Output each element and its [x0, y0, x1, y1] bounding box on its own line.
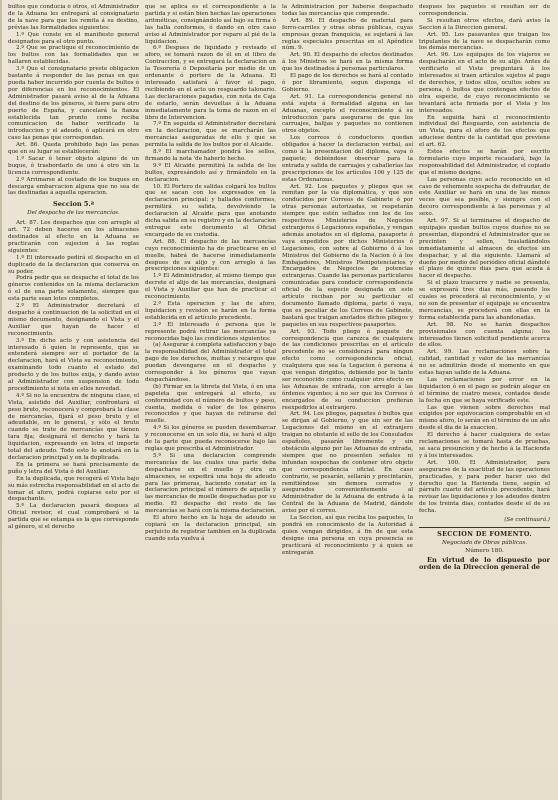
paragraph: Si resultan otros efectos, dará aviso la Seccion á la Direccion general. — [419, 17, 550, 31]
paragraph: 3.º El interesado ó persona que le represente podrá retirar las mercancías ya reconocidas bajo las condiciones siguientes: — [145, 321, 276, 342]
paragraph: Art. 94. Los pliegos, paquetes ó bultos que se dirijan al Gobierno, y que sin ser de las Legaciones del mismo en el extranjero traigan no obstante el sello de los Consulados españoles, pasarán libremente y sin obstáculo alguno por las Aduanas de entrada, siempre que no presenten señales ni infundan sospechas de contener otro objeto que correspondencia oficial. En caso contrario, se pesarán, sellarán y precintarán, remitiéndose sin demora cerrados y asegurados convenientemente al Administrador de la Aduana de entrada á la Central de la Aduana de Madrid, dándole aviso por el correo. — [282, 411, 413, 515]
paragraph: Art. 97. Si al terminarse el despacho de equipajes quedan bultos cuyos dueños no se presentan, dispondrá el Administrador que se precinten y sellen, trasladándolos inmediatamente al almacen de efectos sin despachar, y al dia siguiente. Llamará al dueño por medio del periódico oficial dándole el plazo de quince dias para que acuda á hacer el despacho. — [419, 218, 550, 280]
paragraph: Art. 95. Los pasavantes que traigan los tripulantes de la nave se despacharán como los demás mercancías. — [419, 31, 550, 52]
paragraph: despues los paquetes si resultan ser de correspondencia. — [419, 4, 550, 17]
column-2 — [145, 4, 276, 794]
fomento-title: SECCION DE FOMENTO. — [437, 529, 532, 538]
paragraph: Art. 99. Las reclamaciones sobre la calidad, cantidad y valor de las mercancías no se admitirán desde el momento en que estas hayan salido de la Aduana. — [419, 349, 550, 377]
paragraph: 5.º Si una declaracion comprende mercancías de las cuales una parte deba despacharse en el muelle y otra en almacenes, se expedirá una hoja de adeudo para las primeras, haciendo constar en la declaracion principal el número de aquella y las mercancías de muelle despachadas por su medio. El despacho del resto de las mercancías se hará con la misma declaracion. — [145, 452, 276, 515]
paragraph: Art. 86. Queda prohibido bajo las penas que en su lugar se establecerán: — [8, 142, 139, 156]
paragraph: 5.º La declaracion pasará despues al Oficial revisor, el cual comprobará si la partida que se estampa es la que corresponde al género, si el derecho — [8, 503, 139, 531]
column-1-paragraphs-after — [8, 220, 139, 531]
paragraph: 2.º El Administrador decretará el despacho á continuacion de la solicitud en el mismo documento, designando el Vista y el Auxiliar que hayan de hacer el reconocimiento. — [8, 303, 139, 337]
paragraph: 10. El Portero de salidas colgará los bultos que se sacan con los expresados en la declaracion principal; y hallados conformes, permitirá su salida, devolviendo la declaracion al Alcaide para que anotando dicha salida en su registro y en la declaracion entregue este documento al Oficial encargado de su custodia. — [145, 183, 276, 238]
text-columns — [8, 4, 550, 794]
column-2-paragraphs — [145, 4, 276, 543]
paragraph: Los correos ó conductores quedan obligados á hacer la declaracion verbal, así como á la presentacion del diploma, vaya ó paquete; debiéndose observar para la entrada y salida de carruajes y caballerías las prescripciones de los artículos 106 y 125 de estas Ordenanzas. — [282, 135, 413, 183]
section-subtitle: Del despacho de las mercancías. — [27, 210, 120, 217]
paragraph: Art. 91. La correspondencia general no está sujeta á formalidad alguna en las Aduanas, excepto el reconocimiento á su introduccion para asegurarse de que los carruajes, balijas y paquetes no contienen otros objetos. — [282, 93, 413, 135]
column-3 — [282, 4, 413, 794]
column-3-paragraphs — [282, 4, 413, 557]
paragraph: Art. 93. Todo pliego ó paquete de correspondencia que carezca de cualquiera de las condiciones prescritas en el artículo precedente no se considerará para ningun efecto como correspondencia oficial, cualquiera que sea la Legacion ó persona á que vengan dirigidos, debiendo por lo tanto ser reconocido como cualquier otro efecto en las Aduanas de entrada, con arreglo á las órdenes vigentes; á no ser que los Correos ó encargados de su conduccion prefieran reexpedirlos al extranjero. — [282, 328, 413, 411]
paragraph: 1.º Sacar ó tener objeto alguno de un buque, ó trasbordarlo de uno á otro sin la licencia correspondiente. — [8, 155, 139, 176]
paragraph: El pago de los derechos se hará al contado ó por libramiento, segun disponga el Gobierno. — [282, 73, 413, 93]
fomento-closing-text: En virtud de lo dispuesto por orden de la Direccion general de — [419, 555, 550, 572]
paragraph: Art. 98. No se harán despachos provisionales con cuenta alguna; los interesados tienen solicitud pendiente acerca de ellos. — [419, 321, 550, 349]
column-1-paragraphs — [8, 4, 139, 197]
paragraph: Art. 92. Los paquetes y pliegos que se remitan por la vía diplomática, y que son conducidos por Correos de Gabinete ó por otras personas autorizadas, se respetarán siempre que estén sellados con los de los respectivos Ministerios de Negocios extranjeros ó Legaciones españolas, y vengan además anotados en el diploma, pasaporte ó vaya expedidos por dichos Ministerios ó Legaciones, con sobre al Gobierno ó á los Ministros del Gobierno de la Nacion ó á los Embajadores, Ministros Plenipotenciarios y Encargados de Negocios de potencias extranjeras. Cuando las personas particulares comunicadas para conducir correspondencia oficial de la especie designada en este artículo reciban por su particular el documento llamado diploma, parte ó vaya, que es peculiar de los Correos de Gabinete, bastará que traigan anotados dichos pliegos y paquetes en sus respectivos pasaportes. — [282, 183, 413, 328]
page-fold-shadow — [0, 0, 2, 800]
paragraph: (a) Asegurar á completa satisfaccion y bajo la responsabilidad del Administrador el total pago de los derechos, multas y recargos que puedan devengarse en el despacho y corresponder á los géneros que vayan despachándose. — [145, 342, 276, 383]
paragraph: Art. 96. Los equipajes de los viajeros se despacharán en el acto de su alijo. Antes de verificarlo el Vista preguntará á los interesados si traen artículos sujetos al pago de derechos, y todos ellos, ocultos sobre su persona, ó bultos que contengan efectos de otra especie, de cuyo reconocimiento se levantará acta firmada por el Vista y los interesados. — [419, 52, 550, 114]
column-4 — [419, 4, 550, 794]
paragraph: El derecho á hacer cualquiera de estas reclamaciones se tomará hasta de pruebas, se saca presuncion y de hecho á la Hacienda y á los interesados. — [419, 432, 550, 459]
paragraph: Art. 87. Los despachos que con arreglo al art. 72 deben hacerse en los almacenes destinados al efecto en la Aduana se practicarán con sujecion á las reglas siguientes: — [8, 220, 139, 254]
paragraph: Las que vienen sobre derechos mal exigidos por equivocacion comprobable en el mismo aforo, lo serán en el término de un año desde el dia de la exaccion. — [419, 404, 550, 432]
paragraph: 9.º El Alcaide permitirá la salida de los bultos, expresándolo así y firmándolo en la declaracion. — [145, 162, 276, 183]
paragraph: 3.º En dicho acto y con asistencia del interesado ó quien le represente, que se entenderá siempre ser el portador de la declaracion, hará el Vista su reconocimiento, examinando todo cuanto el estado del producto y de los bultos exija, y dando aviso al Administrador con suspension de todo procedimiento si nota en ellos novedad. — [8, 337, 139, 392]
negociado-label: Negociado de Obras públicas. — [441, 539, 528, 546]
paragraph: Las reclamaciones por error en la liquidacion ó en el pago se podrán alegar en el término de cuatro meses, contados desde la fecha en que se haya verificado este. — [419, 376, 550, 404]
paragraph: 8.º El marchamador pondrá los sellos, firmando la nota 'de haberlo hecho. — [145, 149, 276, 162]
to-be-continued: (Se continuará.) — [504, 517, 550, 524]
paragraph: 3.º Que el consignatario preste obligacion bastante á responder de las penas en que pueda haber incurrido por cuenta de bultos ó por diferencias en los reconocimientos. El Administrador pasará aviso al de la Aduana del destino de los géneros, si fuere para otro puerto de España, y cancelará la fianza establecida tan pronto como reciba comunicacion de haber verificado la introduccion y el adeudo, ó aplicará en otro caso las penas que correspondan. — [8, 66, 139, 142]
paragraph: Art. 88. El despacho de las mercancías cuyo reconocimiento ha de practicarse en el muelle, habrá de hacerse inmediatamente despues de su alijo y con arreglo á las prescripciones siguientes: — [145, 238, 276, 273]
paragraph: 4.º Si no la encuentra de ninguna clase, el Vista, asistido del Auxiliar, confrontará el peso bruto, reconocerá y comprobará la clase de mercancías, fijará el peso bruto y el adeudable, en lo general, y sólo el bruto cuando se trate de mercancías que tienen tara fija; designará el derecho y hará la liquidacion, expresando en letra el importe total del adeudo. Todo esto lo anotará en la declaracion principal y en la duplicada. — [8, 392, 139, 461]
paragraph: 6.º Despues de liquidado y revisado el aforo, se tomará razon de él en el libro de Contraccion, y se entregará la declaracion en la Tesorería ó Depositaría por medio de un ordenante ó portero de la Aduana. El interesado satisfará á favor el pago, recibiendo en el acto un resguardo talonario. Las declaraciones pagadas, con nota de Caja de estarlo, serán devueltas á la Aduana inmediatamente para la toma de razon en el libro de Intervencion. — [145, 45, 276, 121]
section-divider — [419, 527, 550, 528]
paragraph: Las personas cuyo acto reconocido en el caso de vehemente sospecha de defraudar, de este Auxiliar se hará en una de las menos veces que sea posible, y siempre con el decoro correspondiente á las personas y al sexo. — [419, 176, 550, 218]
paragraph: El aforo hecho en la hoja de adeudo se copiará en la declaracion principal, sin perjuicio de registrar tambien en la duplicada cuando esta vuelva á — [145, 515, 276, 542]
paragraph: Art. 89. El despacho de material para ferro-carriles y otras obras públicas, cuyas empresas gozan franquicia, se sujetará á las reglas especiales prescritas en el Apéndice núm. 9. — [282, 17, 413, 52]
numero-label: Número 180. — [465, 547, 504, 554]
paragraph: La Seccion, así que reciba los paquetes, lo pondrá en conocimiento de la Autoridad á quien vengan dirigidos, á fin de que esta designe una persona en cuya presencia se practicará el reconocimiento y á quien se entregarán — [282, 515, 413, 556]
paragraph: que se aplica es el correspondiente á la partida y si están bien hechas las operaciones aritméticas, consignándolo así bajo su firma ó las halla conformes, ó dando en otro caso aviso al Administrador por reparo al pié de la liquidacion. — [145, 4, 276, 45]
paragraph: 2.º Que se practique el reconocimiento de los bultos con las formalidades que se hallaren establecidas. — [8, 45, 139, 66]
paragraph: 2.º Esta operacion y las de aforo, liquidacion y revision se harán en la forma establecida en el artículo precedente. — [145, 300, 276, 321]
paragraph: En la duplicada, que recogerá el Vista bajo su más estrecha responsabilidad en el acto de tomar el aforo, podrá copiarse esto por el despachante. — [8, 475, 139, 503]
paragraph: 7.º En seguida el Administrador decretará en la declaracion, que se marcharán las mercancías aseguradas de ello y que se permita la salida de los bultos por el Alcaide. — [145, 121, 276, 149]
paragraph: Art. 100. El Administrador, para asegurarse de la exactitud de las operaciones practicadas, y para poder hacer uso del derecho que la Hacienda tiene, según el párrafo cuarto del artículo precedente, hará revisar las liquidaciones y los adeudos dentro de los treinta dias, contados desde el de su fecha. — [419, 459, 550, 515]
paragraph: 4.º Si los géneros se pueden desembarcar y reconocerse en un solo dia, se hará el alijo de la parte que pueda reconocerse bajo las reglas que prescriba el Administrador. — [145, 425, 276, 452]
paragraph: 1.º El Administrador, al mismo tiempo que decrete el alijo de las mercancías, designará el Vista y Auxiliar que han de practicar el reconocimiento. — [145, 273, 276, 301]
paragraph: Estos efectos se harán por escrito formulario cuyo importe recaudará, bajo la responsabilidad del Administrador, el copiado que el mismo designe. — [419, 149, 550, 176]
paragraph: Si el plazo trascurre y nadie se presenta, se expresará tres dias más, pasando los cuales se procederá al reconocimiento, y si no son de presentar el equipaje se encuentra mercancías, se procederá con ellas en la forma establecida para las abandonadas. — [419, 280, 550, 321]
column-4-paragraphs — [419, 4, 550, 515]
paragraph: la Administracion por haberse despachado todas las mercancías que comprende. — [282, 4, 413, 17]
paragraph: 1.º Que conste en el manifiesto general designados para el otro punto. — [8, 31, 139, 45]
paragraph: En seguida hará el reconocimiento individual del Resguardo, con asistencia de un Vista, para el aforo de los efectos que aduciese dentro de la cantidad que previene el art. 62. — [419, 114, 550, 149]
paragraph: 2.º Arrimarse al costado de los buques en descarga embarcacion alguna que no sea de las destinadas á aquella operacion. — [8, 176, 139, 197]
paragraph: bultos que conducía ó otros, el Administrador de la Aduana les entregará al consignatario de la nave para que los remita á su destino, prévias las formalidades siguientes: — [8, 4, 139, 31]
section-title: Seccion 5.ª — [52, 200, 95, 209]
paragraph: (b) Firmar en la libreta del Vista, ó en una papeleta que entregará al efecto, su conformidad con el número de bultos y peso, cuenta, medida ó valor de los géneros reconocidos y que hayan de retirarse del muelle. — [145, 383, 276, 425]
paragraph: 1.º El interesado pedirá el despacho en el duplicado de la declaracion que conserva en su poder. — [8, 254, 139, 275]
paragraph: Art. 90. El despacho de efectos destinados á los Ministros se hará en la misma forma que los destinados á personas particulares. — [282, 52, 413, 73]
column-1 — [8, 4, 139, 794]
paragraph: En la primera se hará precisamente de puño y letra del Vista ó del Auxiliar. — [8, 461, 139, 475]
paragraph: Podrá pedir que se despache el total de los géneros contenidos en la misma declaracion ó el de una parte solamente, siempre que esta parte sean lotes completos. — [8, 275, 139, 303]
